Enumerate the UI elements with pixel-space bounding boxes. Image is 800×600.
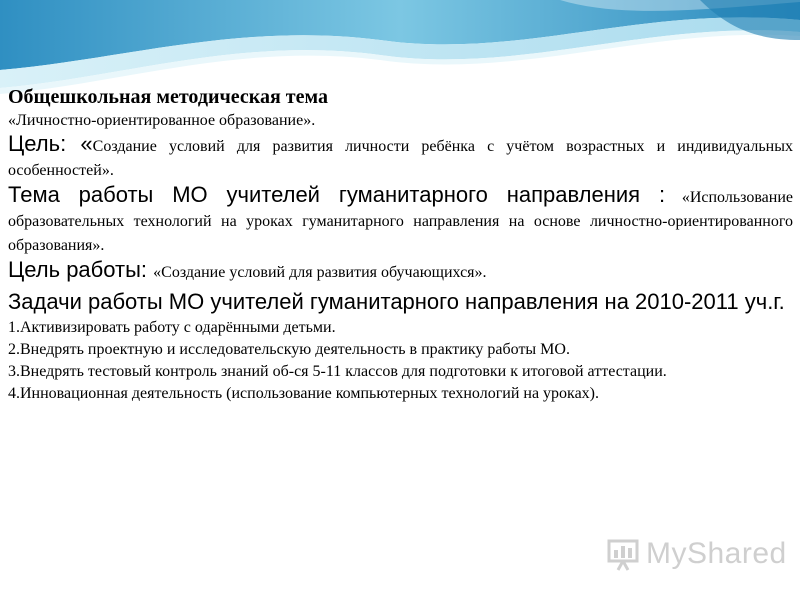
- task-item: 1.Активизировать работу с одарёнными детьми.: [8, 319, 336, 336]
- tasks-title: Задачи работы МО учителей гуманитарного направления на 2010-2011 уч.г.: [8, 289, 785, 314]
- task-item: 4.Инновационная деятельность (использование компьютерных технологий на уроках).: [8, 385, 600, 402]
- tasks-list: [8, 317, 793, 405]
- work-goal-paragraph: [8, 258, 793, 285]
- theme-quote: «Личностно-ориентированное образование».: [8, 112, 316, 129]
- task-item: 2.Внедрять проектную и исследовательскую деятельность в практику работы МО.: [8, 341, 570, 358]
- mo-theme-label: Тема работы МО учителей гуманитарного направления :: [8, 182, 666, 207]
- work-goal-text: «Создание условий для развития обучающихся».: [153, 264, 487, 281]
- goal-paragraph: [8, 132, 793, 183]
- mo-theme-text: «Использование образовательных технологий на уроках гуманитарного направления на основе личностно-ориентированного образования».: [8, 189, 794, 254]
- header-wave-decoration: [0, 0, 800, 95]
- work-goal-label: Цель работы:: [8, 257, 154, 282]
- document-body: [8, 84, 793, 405]
- watermark-logo: [606, 536, 787, 572]
- task-item: 3.Внедрять тестовый контроль знаний об-ся 5-11 классов для подготовки к итоговой аттестации.: [8, 363, 667, 380]
- presentation-board-icon: [606, 537, 640, 571]
- mo-theme-paragraph: [8, 183, 793, 258]
- page-heading: Общешкольная методическая тема: [8, 86, 328, 108]
- goal-label: Цель: «: [8, 131, 93, 156]
- goal-text: Создание условий для развития личности ребёнка с учётом возрастных и индивидуальных особенностей».: [8, 138, 793, 179]
- watermark-text: MyShared: [646, 537, 787, 570]
